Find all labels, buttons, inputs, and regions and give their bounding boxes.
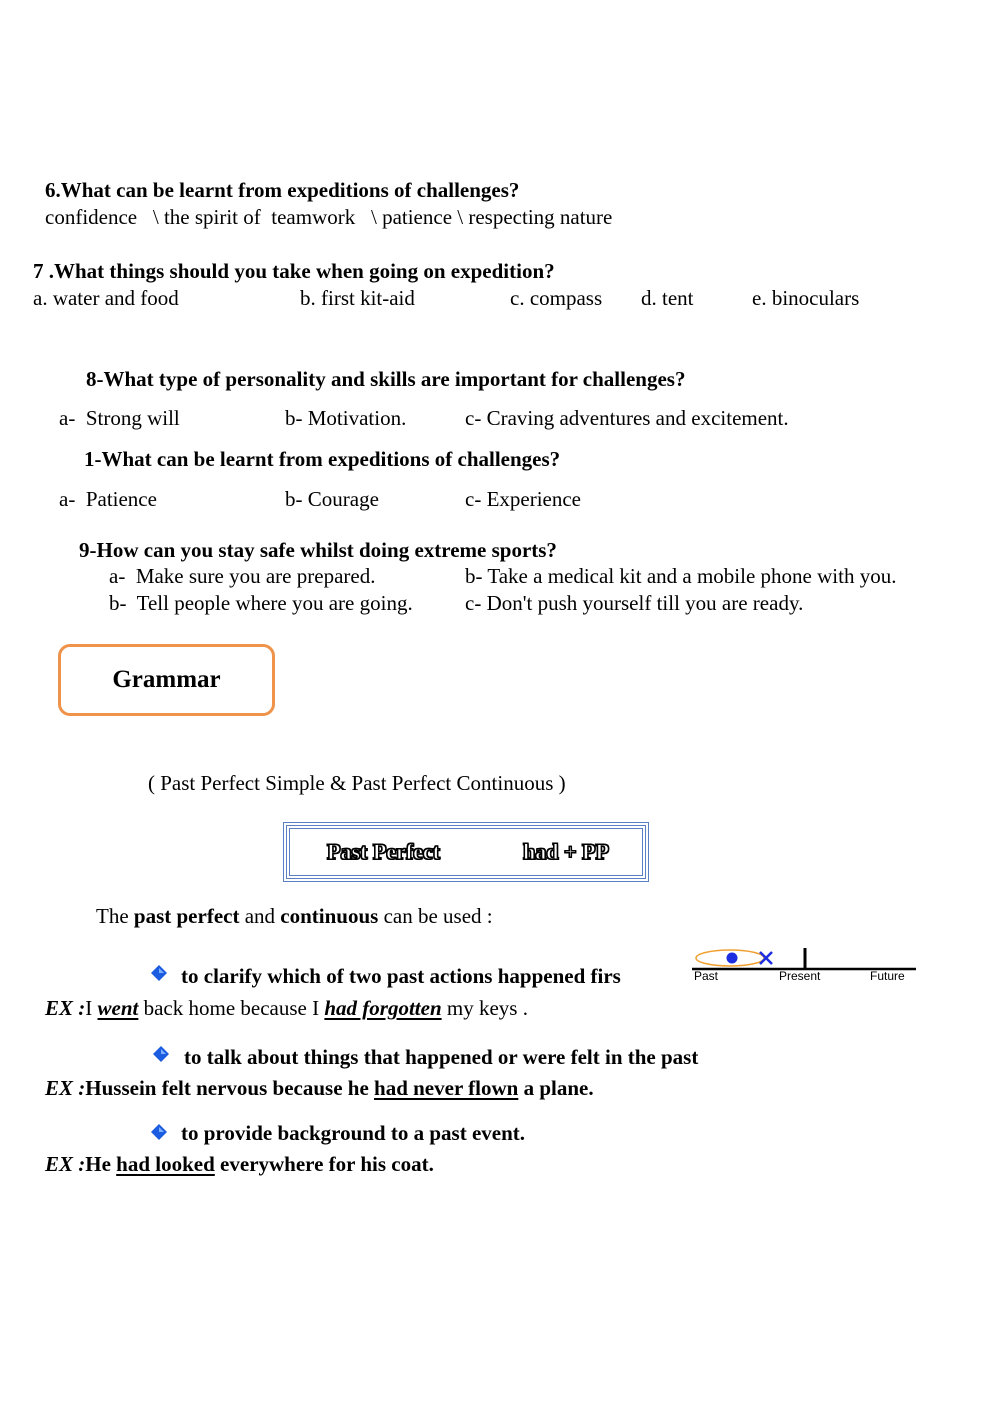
timeline-past-label: Past — [694, 969, 719, 983]
diamond-bullet-icon — [151, 1124, 167, 1140]
grammar-subtitle: ( Past Perfect Simple & Past Perfect Continuous ) — [148, 771, 566, 795]
formula-structure: had + PP — [523, 839, 609, 864]
timeline-diagram — [692, 944, 916, 984]
q9-option-4: c- Don't push yourself till you are ready. — [465, 591, 804, 615]
q1-option-c: c- Experience — [465, 487, 582, 511]
q7-option-d: d. tent — [641, 286, 694, 310]
q9-option-3: b- Tell people where you are going. — [109, 591, 413, 615]
diamond-bullet-icon — [153, 1046, 169, 1062]
grammar-heading-box — [58, 644, 275, 716]
use-3-example: EX :He had looked everywhere for his coat. — [45, 1152, 434, 1176]
q7-option-e: e. binoculars — [752, 286, 860, 310]
q1-option-b: b- Courage — [285, 487, 379, 511]
use-1-example: EX :I went back home because I had forgotten my keys . — [45, 996, 528, 1020]
q6-question: 6.What can be learnt from expeditions of challenges? — [45, 178, 520, 202]
q8-question: 8-What type of personality and skills are important for challenges? — [86, 367, 686, 391]
use-3-text: to provide background to a past event. — [181, 1121, 526, 1145]
q7-option-c: c. compass — [510, 286, 603, 310]
cross-mark-icon — [760, 952, 772, 964]
q6-answer: confidence \ the spirit of teamwork \ patience \ respecting nature — [45, 205, 613, 229]
formula-tense-name: Past Perfect — [327, 839, 440, 864]
past-perfect-formula-box — [283, 822, 649, 882]
q8-option-c: c- Craving adventures and excitement. — [465, 406, 789, 430]
q9-option-2: b- Take a medical kit and a mobile phone with you. — [465, 564, 897, 588]
timeline-present-label: Present — [779, 969, 821, 983]
grammar-heading: Grammar — [112, 666, 221, 693]
q8-option-b: b- Motivation. — [285, 406, 407, 430]
use-2-text: to talk about things that happened or were felt in the past — [184, 1045, 699, 1069]
grammar-intro: The past perfect and continuous can be used : — [96, 904, 493, 928]
past-dot-icon — [727, 953, 738, 964]
q1-option-a: a- Patience — [59, 487, 157, 511]
q7-option-b: b. first kit-aid — [300, 286, 415, 310]
q9-question: 9-How can you stay safe whilst doing extreme sports? — [79, 538, 557, 562]
diamond-bullet-icon — [151, 965, 167, 981]
q8-option-a: a- Strong will — [59, 406, 180, 430]
q1-question: 1-What can be learnt from expeditions of challenges? — [84, 447, 561, 471]
use-2-example: EX :Hussein felt nervous because he had never flown a plane. — [45, 1076, 594, 1100]
q7-option-a: a. water and food — [33, 286, 179, 310]
use-1-text: to clarify which of two past actions happened firs — [181, 964, 621, 988]
timeline-future-label: Future — [870, 969, 905, 983]
q9-option-1: a- Make sure you are prepared. — [109, 564, 376, 588]
q7-question: 7 .What things should you take when going on expedition? — [33, 259, 555, 283]
